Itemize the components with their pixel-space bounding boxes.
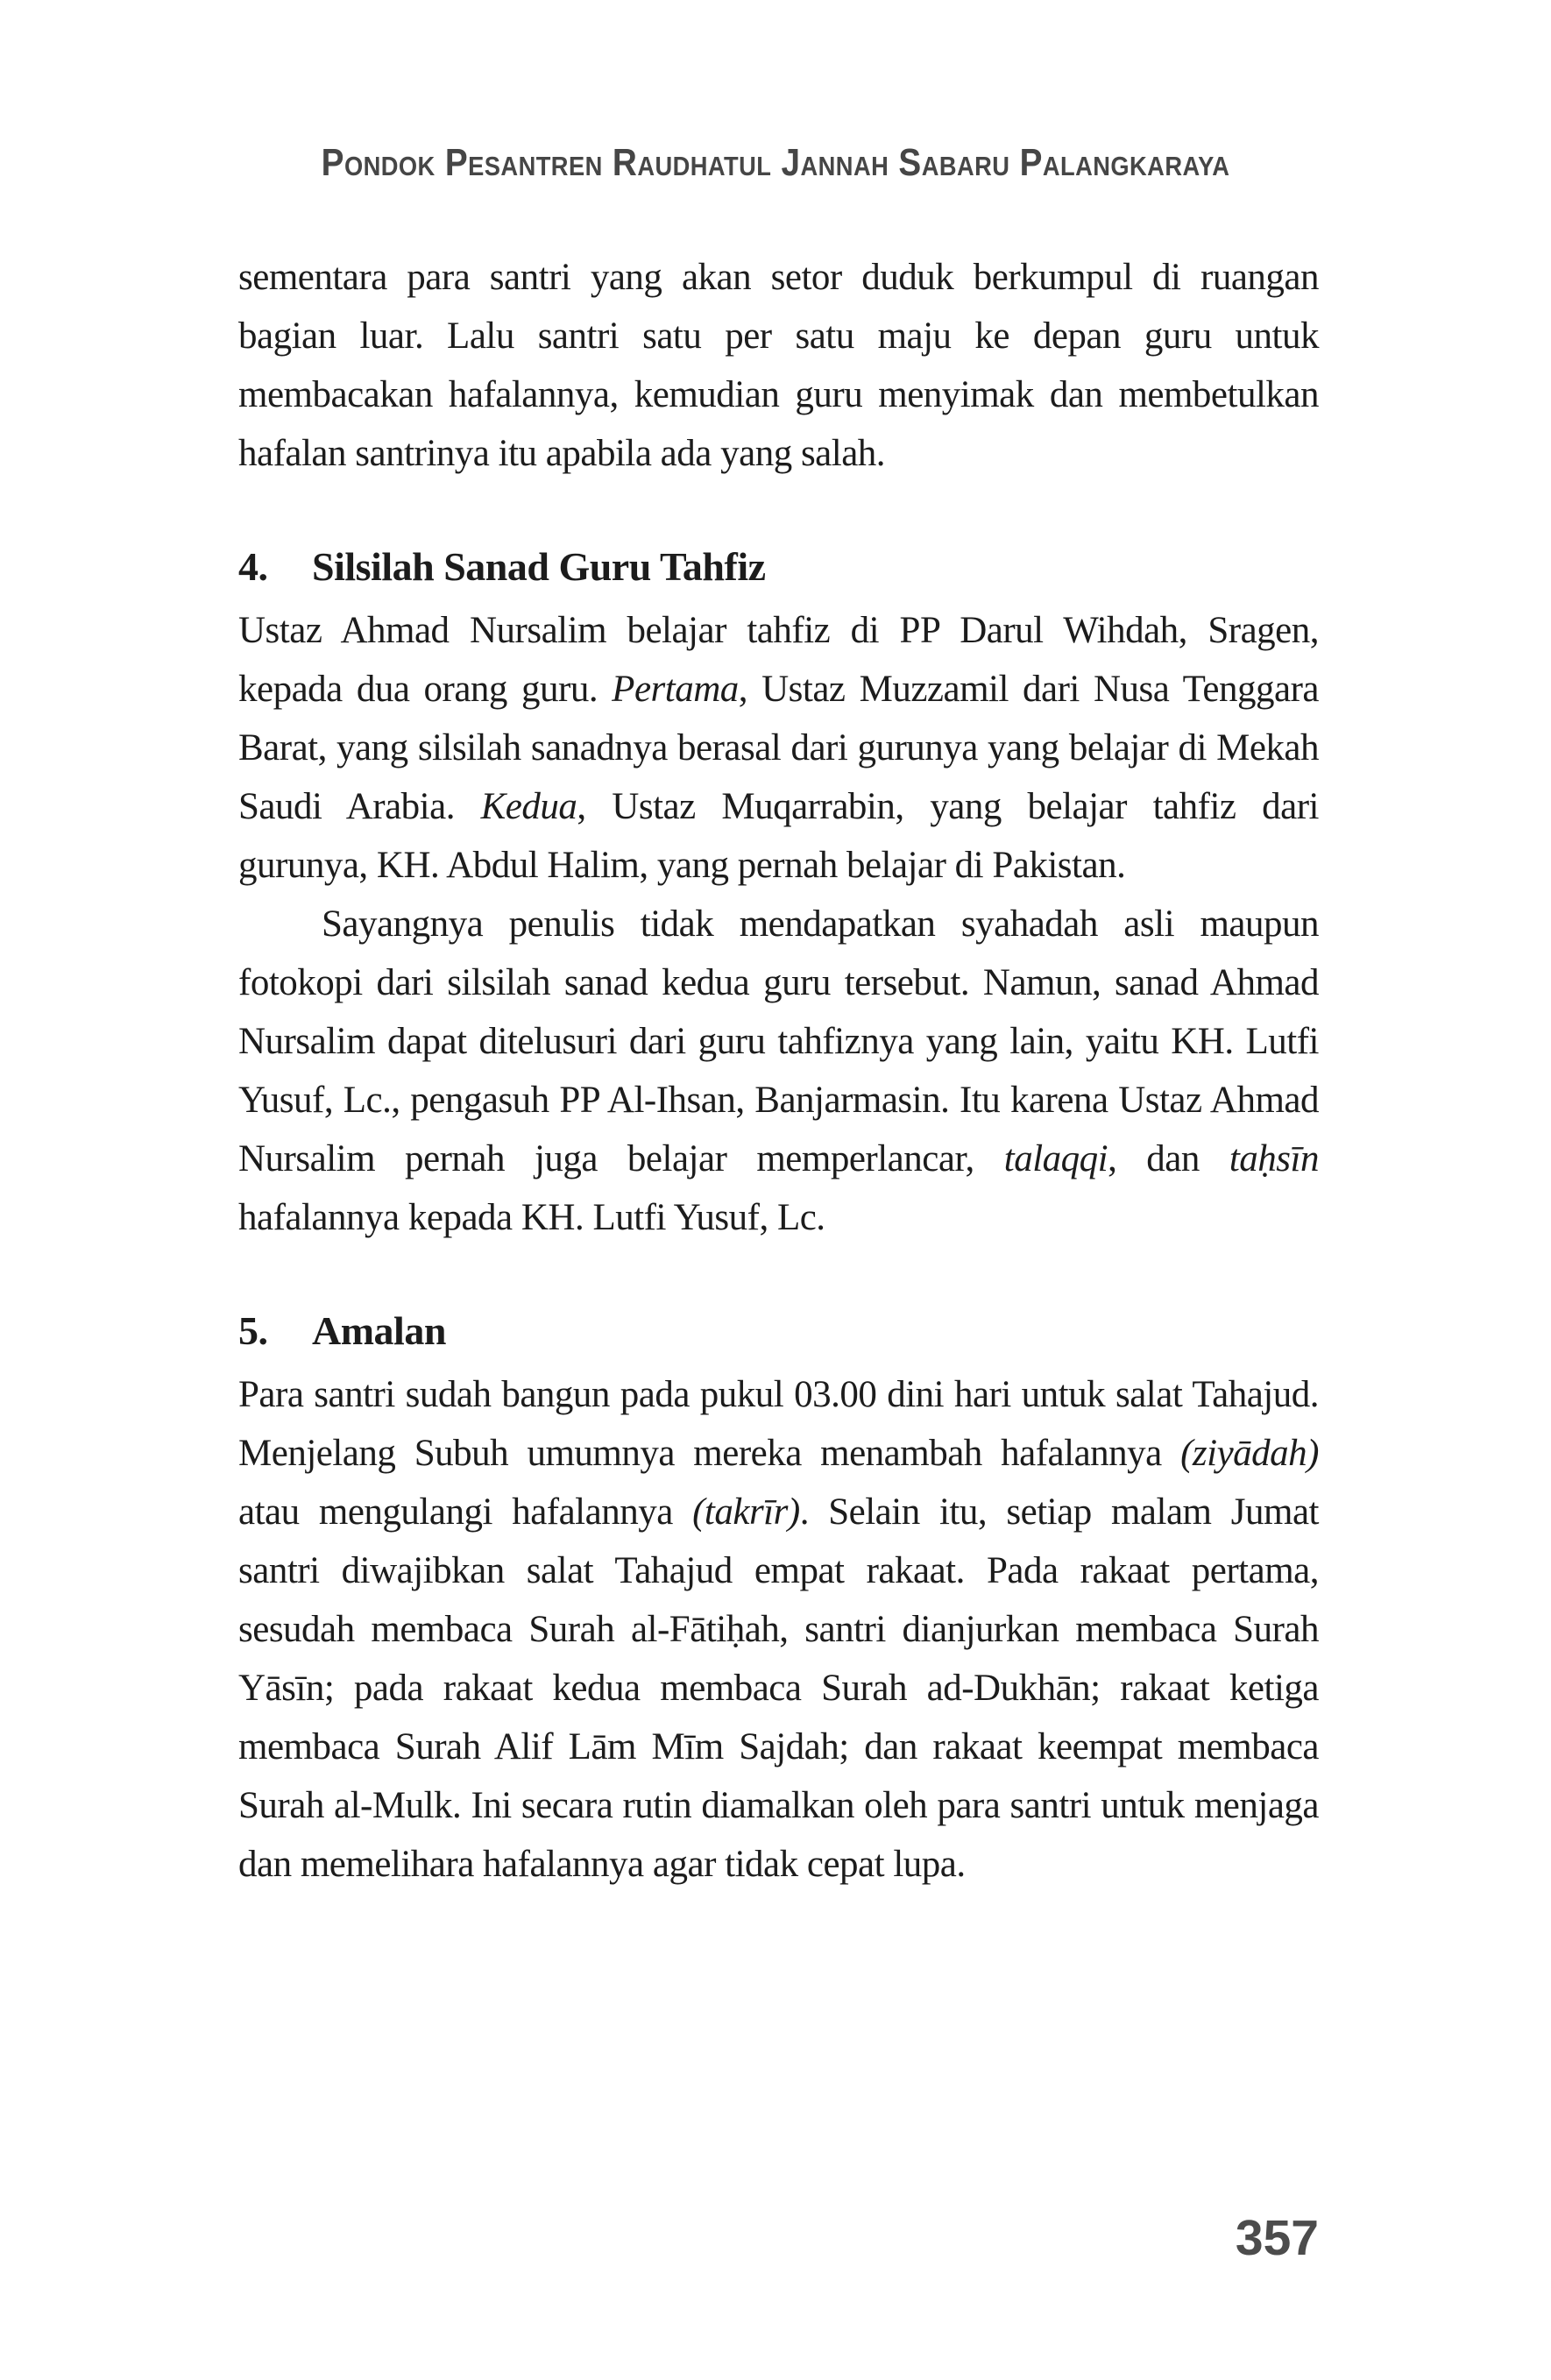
- text-run: atau mengulangi hafalannya: [238, 1491, 693, 1533]
- text-content: [238, 248, 1319, 1894]
- page-number: 357: [1235, 2210, 1319, 2266]
- paragraph: [238, 1365, 1319, 1894]
- section-title: Amalan: [312, 1308, 446, 1353]
- text-run: Sayangnya penulis tidak mendapatkan syahadah asli maupun fotokopi dari silsilah sanad kedua guru tersebut. Namun, sanad Ahmad Nursalim dapat ditelusuri dari guru tahfiznya yang lain, yaitu KH. Lutfi Yusuf, Lc., pengasuh PP Al-Ihsan, Banjarmasin. Itu karena Ustaz Ahmad Nursalim pernah juga belajar memperlancar,: [238, 903, 1319, 1179]
- section-number: 5.: [238, 1308, 268, 1353]
- paragraph: [238, 248, 1319, 483]
- italic-term: Pertama: [612, 669, 739, 710]
- running-header: [118, 140, 1433, 186]
- italic-term: talaqqi: [1003, 1138, 1108, 1179]
- text-run: Para santri sudah bangun pada pukul 03.00 dini hari untuk salat Tahajud. Menjelang Subuh umumnya mereka menambah hafalannya: [238, 1374, 1319, 1474]
- paragraph: [238, 601, 1319, 895]
- text-run: hafalannya kepada KH. Lutfi Yusuf, Lc.: [238, 1197, 825, 1238]
- italic-term: taḥsīn: [1229, 1138, 1319, 1179]
- running-header-title: Pondok Pesantren Raudhatul Jannah Sabaru Palangkaraya: [321, 141, 1230, 184]
- text-run: Ustaz Ahmad Nursalim belajar tahfiz di PP Darul Wihdah, Sragen, kepada dua orang guru.: [238, 610, 1319, 710]
- text-run: , Ustaz Muzzamil dari Nusa Tenggara Barat, yang silsilah sanadnya berasal dari gurunya yang belajar di Mekah Saudi Arabia.: [238, 669, 1319, 827]
- paragraph: [238, 895, 1319, 1247]
- text-run: , dan: [1108, 1138, 1229, 1179]
- section-heading: [238, 537, 1319, 596]
- text-run: sementara para santri yang akan setor duduk berkumpul di ruangan bagian luar. Lalu santri satu per satu maju ke depan guru untuk membacakan hafalannya, kemudian guru menyimak dan membetulkan hafalan santrinya itu apabila ada yang salah.: [238, 257, 1319, 474]
- italic-term: Kedua: [480, 786, 577, 827]
- section-heading: [238, 1301, 1319, 1360]
- text-run: , Ustaz Muqarrabin, yang belajar tahfiz dari gurunya, KH. Abdul Halim, yang pernah belajar di Pakistan.: [238, 786, 1319, 886]
- section-number: 4.: [238, 544, 268, 589]
- italic-term: (takrīr): [692, 1491, 800, 1533]
- section-title: Silsilah Sanad Guru Tahfiz: [312, 544, 766, 589]
- text-run: . Selain itu, setiap malam Jumat santri diwajibkan salat Tahajud empat rakaat. Pada rakaat pertama, sesudah membaca Surah al-Fātiḥah, santri dianjurkan membaca Surah Yāsīn; pada rakaat kedua membaca Surah ad-Dukhān; rakaat ketiga membaca Surah Alif Lām Mīm Sajdah; dan rakaat keempat membaca Surah al-Mulk. Ini secara rutin diamalkan oleh para santri untuk menjaga dan memelihara hafalannya agar tidak cepat lupa.: [238, 1491, 1319, 1885]
- italic-term: (ziyādah): [1180, 1433, 1319, 1474]
